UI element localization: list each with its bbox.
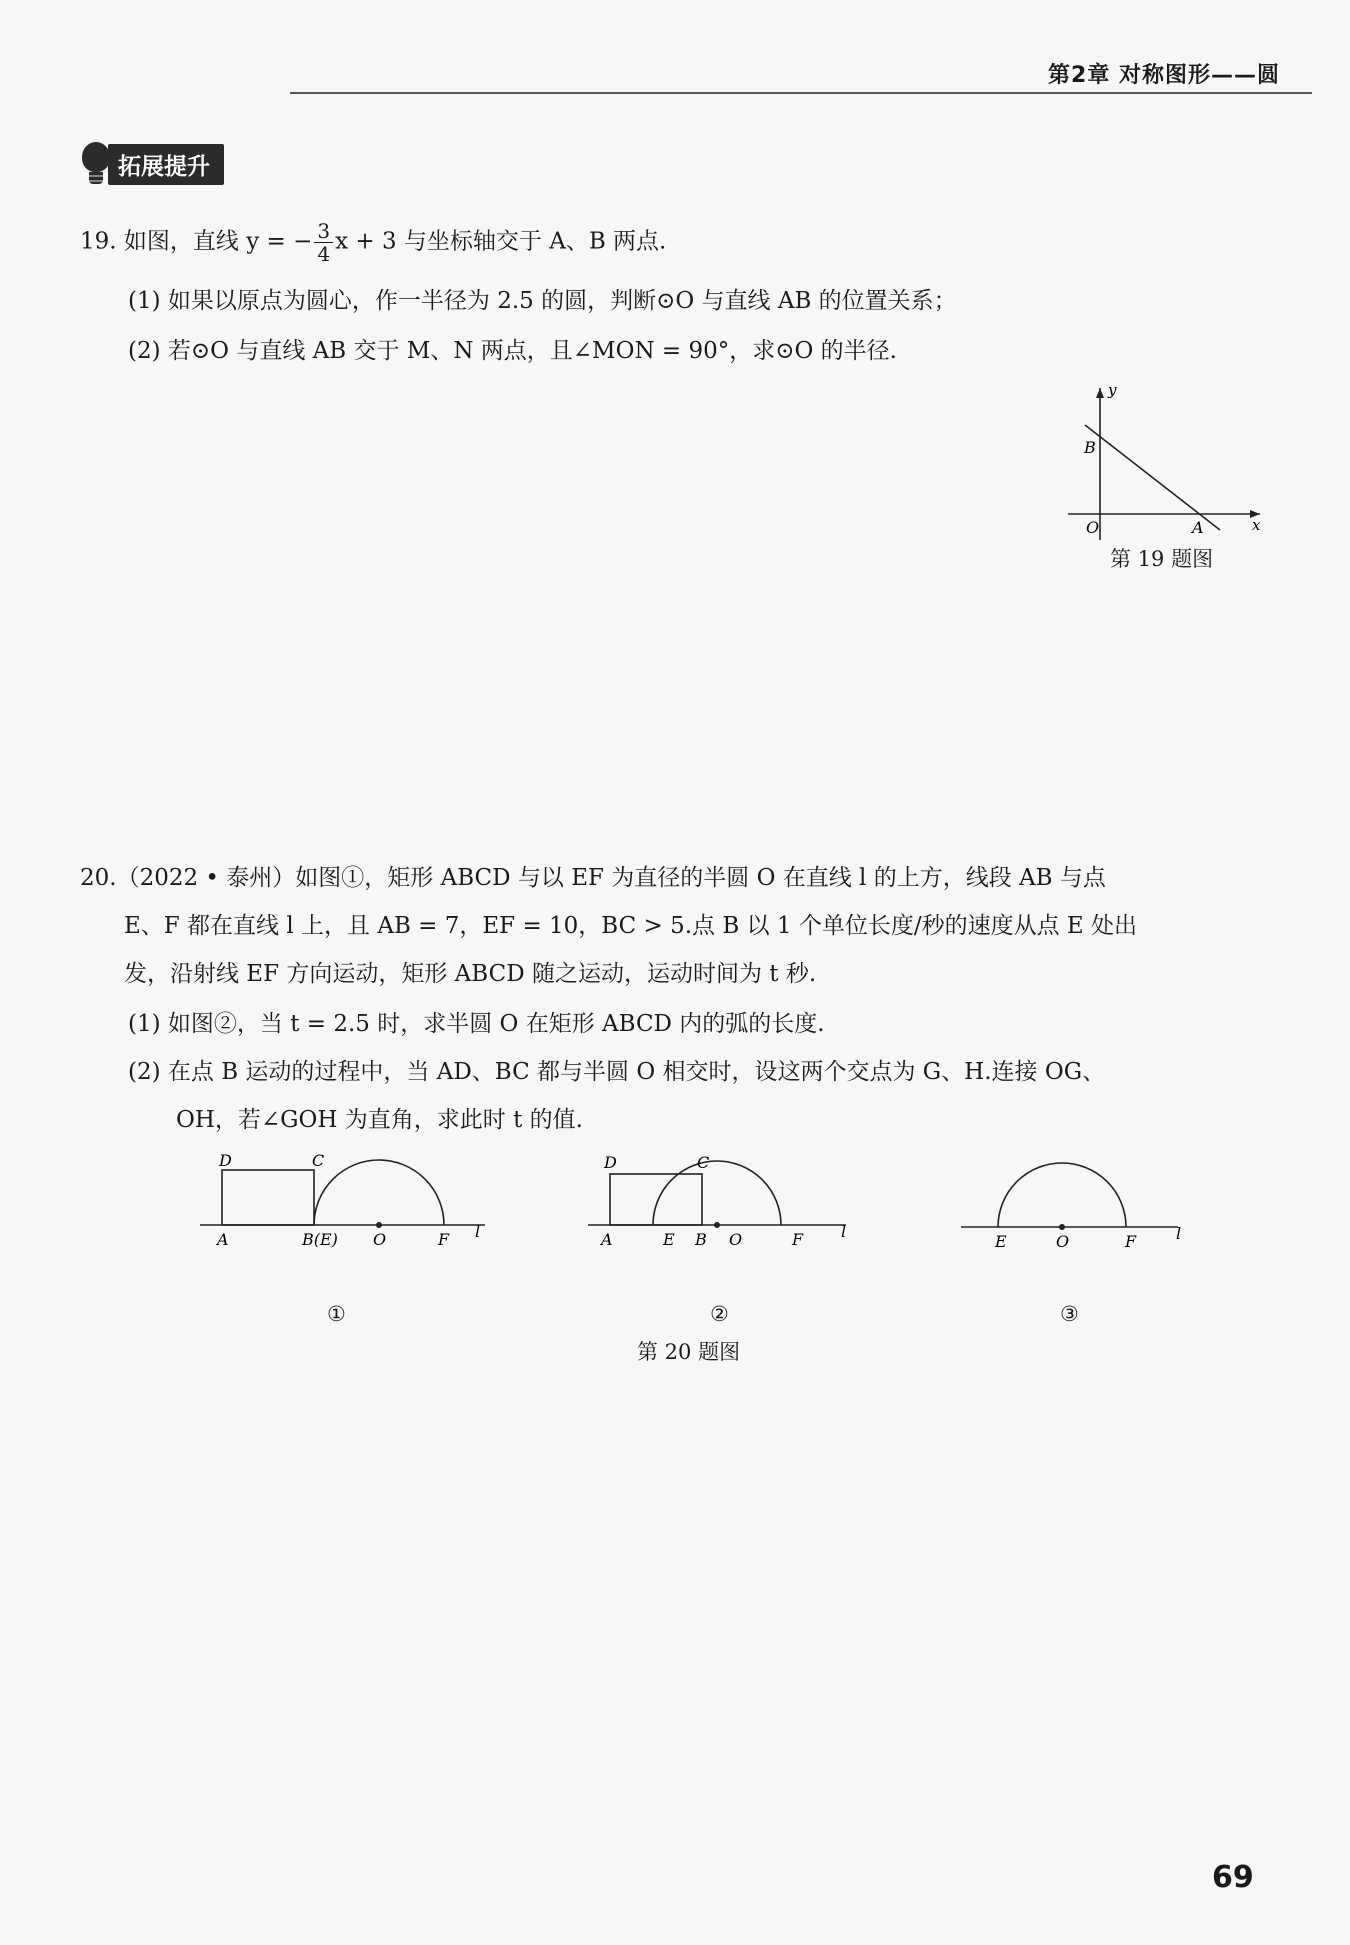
y-axis-arrow xyxy=(1096,388,1104,398)
label-d: D xyxy=(604,1153,617,1172)
label-e: E xyxy=(663,1230,675,1249)
label-e: E xyxy=(995,1232,1007,1251)
q19-frac-den: 4 xyxy=(317,242,331,266)
center-o xyxy=(376,1222,382,1228)
label-c: C xyxy=(312,1151,325,1170)
label-a: A xyxy=(601,1230,613,1249)
q20-line1: 20.（2022 • 泰州）如图①，矩形 ABCD 与以 EF 为直径的半圆 O 在直线 l 的上方，线段 AB 与点 xyxy=(80,865,1106,891)
label-o: O xyxy=(1056,1232,1070,1251)
q19-lead: 19. 如图，直线 y = − xyxy=(80,228,313,255)
section-badge xyxy=(80,142,224,186)
q20-figure-2 xyxy=(583,1148,863,1268)
label-f: F xyxy=(1125,1232,1137,1251)
label-l: l xyxy=(841,1222,847,1241)
q19-caption: 第 19 题图 xyxy=(1110,547,1214,571)
fig2-number: ② xyxy=(710,1302,729,1326)
label-f: F xyxy=(438,1230,450,1249)
rectangle-abcd xyxy=(222,1170,314,1225)
q20-figure-3 xyxy=(958,1148,1193,1268)
q20-part2a: (2) 在点 B 运动的过程中，当 AD、BC 都与半圆 O 相交时，设这两个交点为 G、H.连接 OG、 xyxy=(128,1059,1106,1085)
q19-part1: (1) 如果以原点为圆心，作一半径为 2.5 的圆，判断⊙O 与直线 AB 的位置关系； xyxy=(128,288,957,314)
label-d: D xyxy=(219,1151,232,1170)
label-o: O xyxy=(1086,518,1100,537)
label-y: y xyxy=(1108,381,1117,399)
q20-part1: (1) 如图②，当 t = 2.5 时，求半圆 O 在矩形 ABCD 内的弧的长度. xyxy=(128,1011,825,1037)
section-label: 拓展提升 xyxy=(108,144,224,185)
label-a: A xyxy=(1192,518,1204,537)
label-c: C xyxy=(697,1153,710,1172)
label-o: O xyxy=(373,1230,387,1249)
label-l: l xyxy=(1176,1224,1182,1243)
header-rule xyxy=(290,92,1312,94)
page-number: 69 xyxy=(1212,1860,1254,1895)
center-o xyxy=(714,1222,720,1228)
label-be: B(E) xyxy=(302,1230,338,1249)
q19-frac-num: 3 xyxy=(314,220,333,243)
q20-part2b: OH，若∠GOH 为直角，求此时 t 的值. xyxy=(176,1107,583,1133)
q19-fraction xyxy=(314,220,333,265)
label-b: B xyxy=(1084,438,1096,457)
semicircle xyxy=(314,1160,444,1225)
label-f: F xyxy=(792,1230,804,1249)
q19-stem xyxy=(80,220,666,265)
label-a: A xyxy=(217,1230,229,1249)
lightbulb-icon xyxy=(80,142,114,186)
chapter-header: 第2章 对称图形——圆 xyxy=(1048,63,1280,88)
q19-part2: (2) 若⊙O 与直线 AB 交于 M、N 两点，且∠MON = 90°，求⊙O 的半径. xyxy=(128,338,897,364)
label-x: x xyxy=(1252,516,1261,534)
center-o xyxy=(1059,1224,1065,1230)
q20-figure-1 xyxy=(195,1148,500,1268)
label-b: B xyxy=(695,1230,707,1249)
q20-caption: 第 20 题图 xyxy=(637,1340,741,1364)
q19-tail: x + 3 与坐标轴交于 A、B 两点. xyxy=(335,228,667,255)
fig3-number: ③ xyxy=(1060,1302,1079,1326)
q20-line3: 发，沿射线 EF 方向运动，矩形 ABCD 随之运动，运动时间为 t 秒. xyxy=(124,961,817,987)
label-l: l xyxy=(475,1222,481,1241)
semicircle xyxy=(998,1163,1126,1227)
rectangle-abcd xyxy=(610,1174,702,1225)
q20-line2: E、F 都在直线 l 上，且 AB = 7，EF = 10，BC > 5.点 B 以 1 个单位长度/秒的速度从点 E 处出 xyxy=(124,913,1137,939)
label-o: O xyxy=(729,1230,743,1249)
q19-figure xyxy=(1060,380,1270,540)
fig1-number: ① xyxy=(327,1302,346,1326)
semicircle xyxy=(653,1161,781,1225)
